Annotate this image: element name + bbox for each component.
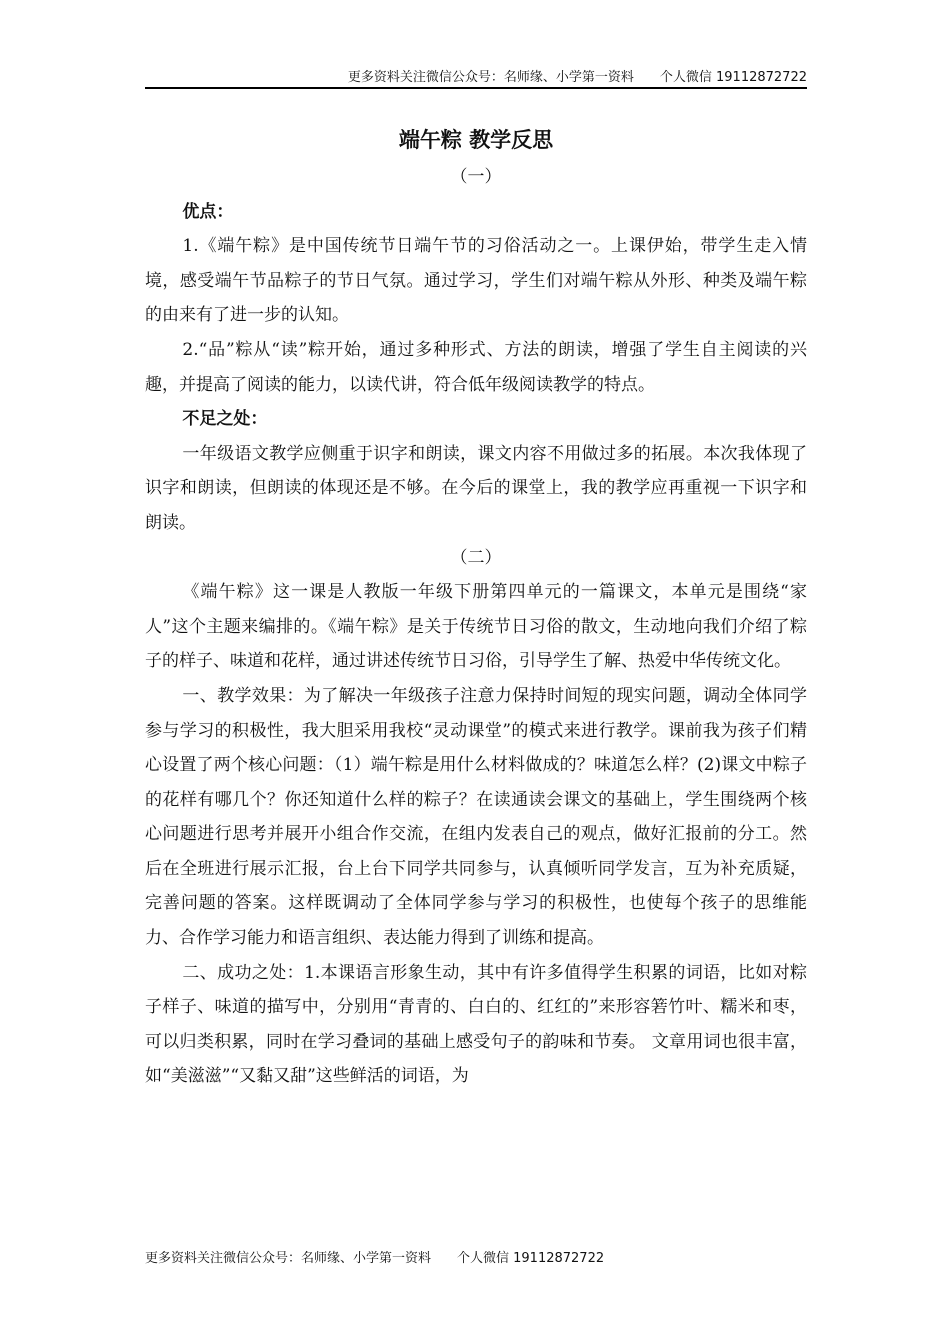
weaknesses-heading: 不足之处：: [182, 409, 268, 430]
teaching-effect-paragraph: 一、教学效果：为了解决一年级孩子注意力保持时间短的现实问题，调动全体同学参与学习的积极性，我大胆采用我校“灵动课堂”的模式来进行教学。课前我为孩子们精心设置了两个核心问题：（1）端午粽是用什么材料做成的？味道怎么样？(2)课文中粽子的花样有哪几个？你还知道什么样的粽子？在读通读会课文的基础上，学生围绕两个核心问题进行思考并展开小组合作交流，在组内发表自己的观点，做好汇报前的分工。然后在全班进行展示汇报，台上台下同学共同参与，认真倾听同学发言，互为补充质疑，完善问题的答案。这样既调动了全体同学参与学习的积极性，也使每个孩子的思维能力、合作学习能力和语言组织、表达能力得到了训练和提高。: [145, 685, 807, 949]
weakness-paragraph: 一年级语文教学应侧重于识字和朗读，课文内容不用做过多的拓展。本次我体现了识字和朗读，但朗读的体现还是不够。在今后的课堂上，我的教学应再重视一下识字和朗读。: [145, 443, 807, 533]
page-footer: 更多资料关注微信公众号：名师缘、小学第一资料 个人微信 19112872722: [145, 1251, 605, 1266]
strength-paragraph-2: 2.“品”粽从“读”粽开始，通过多种形式、方法的朗读，增强了学生自主阅读的兴趣，并提高了阅读的能力，以读代讲，符合低年级阅读教学的特点。: [145, 339, 807, 395]
header-divider: [145, 87, 807, 89]
strengths-heading: 优点：: [182, 201, 234, 222]
document-title: 端午粽 教学反思: [398, 128, 554, 152]
intro-paragraph: 《端午粽》这一课是人教版一年级下册第四单元的一篇课文，本单元是围绕“家人”这个主题来编排的。《端午粽》是关于传统节日习俗的散文，生动地向我们介绍了粽子的样子、味道和花样，通过讲述传统节日习俗，引导学生了解、热爱中华传统文化。: [145, 582, 807, 672]
document-body: [145, 160, 807, 1094]
success-paragraph: 二、成功之处：1.本课语言形象生动，其中有许多值得学生积累的词语，比如对粽子样子、味道的描写中，分别用“青青的、白白的、红红的”来形容箬竹叶、糯米和枣，可以归类积累，同时在学习叠词的基础上感受句子的韵味和节奏。 文章用词也很丰富，如“美滋滋”“又黏又甜”这些鲜活的词语，为: [145, 962, 807, 1087]
strength-paragraph-1: 1.《端午粽》是中国传统节日端午节的习俗活动之一。上课伊始，带学生走入情境，感受端午节品粽子的节日气氛。通过学习，学生们对端午粽从外形、种类及端午粽的由来有了进一步的认知。: [145, 236, 807, 326]
page-header: 更多资料关注微信公众号：名师缘、小学第一资料 个人微信 19112872722: [347, 70, 807, 85]
section-label-two: （二）: [450, 547, 502, 568]
section-label-one: （一）: [450, 167, 502, 187]
